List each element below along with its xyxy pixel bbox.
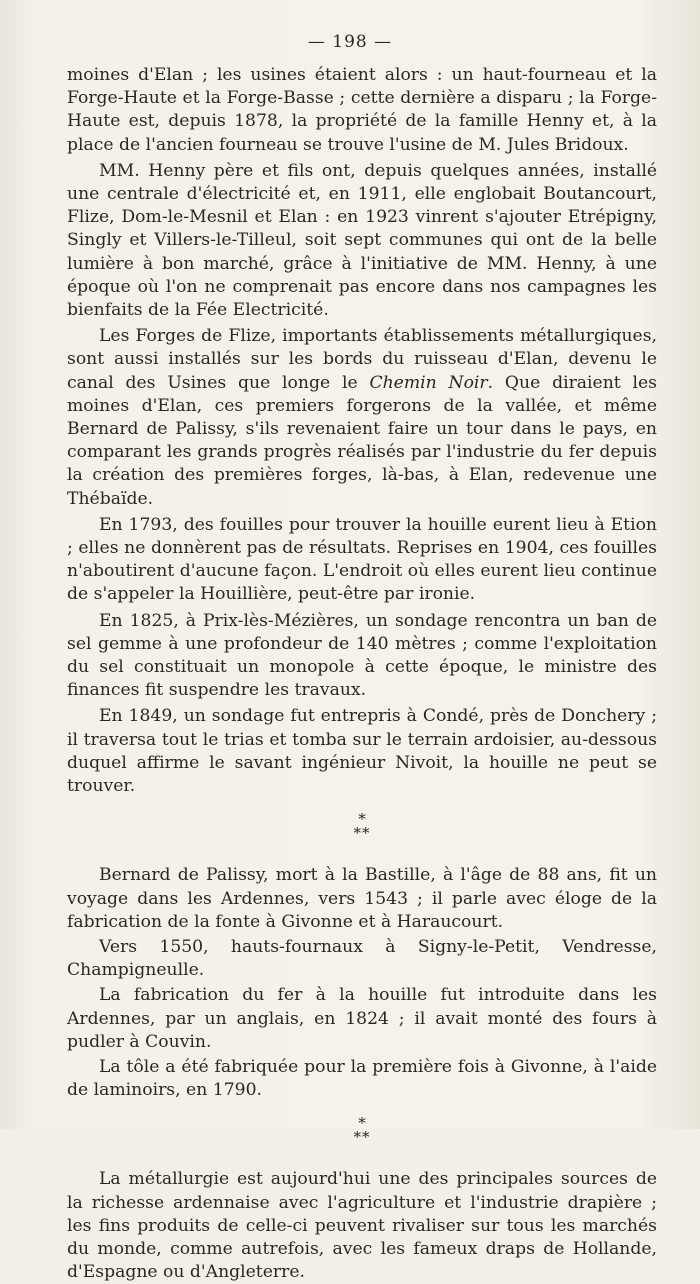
asterism-top: * [358, 1114, 366, 1133]
paragraph-11: La métallurgie est aujourd'hui une des principales sources de la richesse ardennaise avec l'agriculture et l'industrie drapière ; les fins produits de celle-ci peuvent rivaliser sur tous les marchés du monde, comme autrefois, avec les fameux draps de Hollande, d'Espagne ou d'Angleterre. [67, 1169, 657, 1283]
paragraph-10: La tôle a été fabriquée pour la première fois à Givonne, à l'aide de laminoirs, en 1790. [67, 1056, 657, 1101]
paragraph-4: En 1793, des fouilles pour trouver la houille eurent lieu à Etion ; elles ne donnèrent pas de résultats. Reprises en 1904, ces fouilles n'aboutirent d'aucune façon. L'endroit où elles eurent lieu continue de s'appeler la Houillière, peut-être par ironie. [67, 514, 657, 605]
paragraph-6: En 1849, un sondage fut entrepris à Condé, près de Donchery ; il traversa tout le trias et tomba sur le terrain ardoisier, au-dessous duquel affirme le savant ingénieur Nivoit, la houille ne peut se trouver. [67, 706, 657, 797]
paragraph-3-end: . Que diraient les moines d'Elan, ces premiers forgerons de la vallée, et même Bernard de Palissy, s'ils revenaient faire un tour dans le pays, en comparant les grands progrès réalisés par l'industrie du fer depuis la création des premières forges, là-bas, à Elan, redevenue une Thébaïde. [67, 372, 657, 509]
paragraph-1: moines d'Elan ; les usines étaient alors : un haut-fourneau et la Forge-Haute et la Forge-Basse ; cette dernière a disparu ; la Forge-Haute est, depuis 1878, la propriété de la famille Henny et, à la place de l'ancien fourneau se trouve l'usine de M. Jules Bridoux. [67, 65, 657, 155]
asterism-separator-2 [67, 1114, 657, 1147]
asterism-separator-1 [67, 810, 657, 843]
page-number: — 198 — [307, 32, 393, 52]
paragraph-5: En 1825, à Prix-lès-Mézières, un sondage rencontra un ban de sel gemme à une profondeur de 140 mètres ; comme l'exploitation du sel constituait un monopole à cette époque, le ministre des finances fit suspendre les travaux. [67, 610, 657, 701]
paragraph-3-start: Les Forges de Flize, importants établissements métallurgiques, sont aussi installés sur les bords du ruisseau d'Elan, devenu le canal des Usines que longe le [67, 326, 657, 393]
asterism-bottom: ** [353, 1128, 371, 1147]
paragraph-7: Bernard de Palissy, mort à la Bastille, à l'âge de 88 ans, fit un voyage dans les Ardennes, vers 1543 ; il parle avec éloge de la fabrication de la fonte à Givonne et à Haraucourt. [67, 865, 657, 932]
chemin-noir-italic: Chemin Noir [369, 372, 488, 393]
asterism-top: * [358, 810, 366, 829]
paragraph-8: Vers 1550, hauts-fournaux à Signy-le-Petit, Vendresse, Champigneulle. [67, 936, 657, 981]
body-text [67, 64, 657, 1284]
paragraph-9: La fabrication du fer à la houille fut introduite dans les Ardennes, par un anglais, en 1824 ; il avait monté des fours à pudler à Couvin. [67, 985, 657, 1052]
paragraph-2: MM. Henny père et fils ont, depuis quelques années, installé une centrale d'électricité et, en 1911, elle englobait Boutancourt, Flize, Dom-le-Mesnil et Elan : en 1923 vinrent s'ajouter Etrépigny, Singly et Villers-le-Tilleul, soit sept communes qui ont de la belle lumière à bon marché, grâce à l'initiative de MM. Henny, à une époque où l'on ne comprenait pas encore dans nos campagnes les bienfaits de la Fée Electricité. [67, 160, 657, 321]
asterism-bottom: ** [353, 824, 371, 843]
paragraph-3 [67, 325, 657, 511]
